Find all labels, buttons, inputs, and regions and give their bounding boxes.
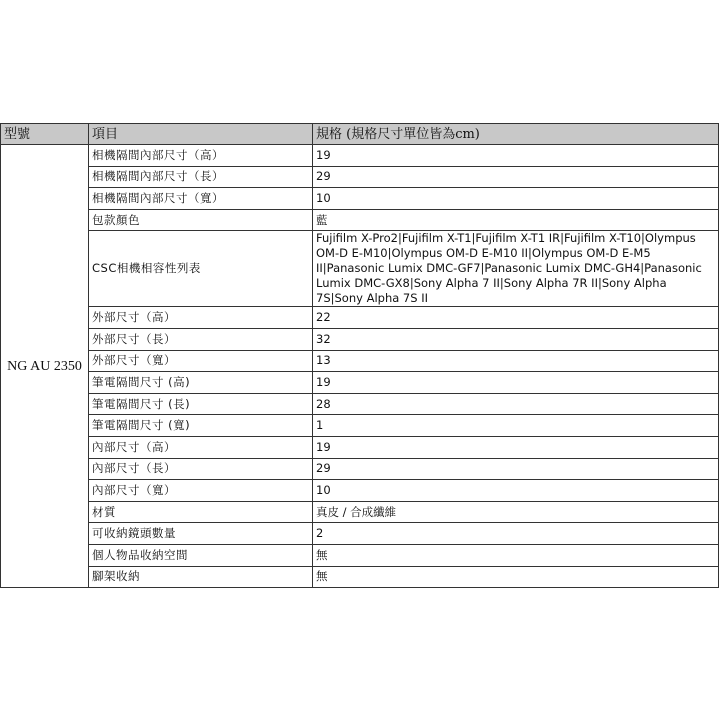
item-cell: 相機隔間內部尺寸（長） (89, 166, 313, 188)
item-cell: 筆電隔間尺寸 (長) (89, 393, 313, 415)
value-cell: 29 (313, 166, 719, 188)
item-cell: 包款顏色 (89, 209, 313, 231)
table-row (1, 415, 719, 437)
table-row (1, 209, 719, 231)
item-cell: 個人物品收納空間 (89, 544, 313, 566)
header-model: 型號 (1, 124, 89, 145)
table-row (1, 166, 719, 188)
item-cell: 相機隔間內部尺寸（高） (89, 145, 313, 167)
table-row (1, 145, 719, 167)
table-row (1, 523, 719, 545)
item-cell: 相機隔間內部尺寸（寬） (89, 188, 313, 210)
table-row (1, 566, 719, 588)
item-cell: 內部尺寸（高） (89, 436, 313, 458)
item-cell: 筆電隔間尺寸 (高) (89, 372, 313, 394)
item-cell: 腳架收納 (89, 566, 313, 588)
value-cell: 2 (313, 523, 719, 545)
value-cell: 無 (313, 544, 719, 566)
value-cell: 真皮 / 合成纖維 (313, 501, 719, 523)
item-cell: 筆電隔間尺寸 (寬) (89, 415, 313, 437)
table-row (1, 480, 719, 502)
table-row (1, 393, 719, 415)
table-row (1, 458, 719, 480)
value-cell: 19 (313, 372, 719, 394)
table-row (1, 328, 719, 350)
item-cell: 材質 (89, 501, 313, 523)
model-cell: NG AU 2350 (1, 145, 89, 588)
item-cell: CSC相機相容性列表 (89, 231, 313, 307)
value-cell: 28 (313, 393, 719, 415)
item-cell: 外部尺寸（長） (89, 328, 313, 350)
value-cell: 13 (313, 350, 719, 372)
value-cell: 1 (313, 415, 719, 437)
table-row (1, 436, 719, 458)
value-cell: 10 (313, 480, 719, 502)
value-cell: 32 (313, 328, 719, 350)
header-item: 項目 (89, 124, 313, 145)
value-cell: 19 (313, 145, 719, 167)
item-cell: 可收納鏡頭數量 (89, 523, 313, 545)
item-cell: 內部尺寸（長） (89, 458, 313, 480)
table-row (1, 501, 719, 523)
value-cell: 無 (313, 566, 719, 588)
header-spec: 規格 (規格尺寸單位皆為cm) (313, 124, 719, 145)
spec-table (0, 123, 719, 588)
header-row (1, 124, 719, 145)
table-row (1, 372, 719, 394)
value-cell: 藍 (313, 209, 719, 231)
compatibility-list-cell: Fujifilm X-Pro2|Fujifilm X-T1|Fujifilm X-T1 IR|Fujifilm X-T10|Olympus OM-D E-M10|Olympus OM-D E-M10 II|Olympus OM-D E-M5 II|Panasonic Lumix DMC-GF7|Panasonic Lumix DMC-GH4|Panasonic Lumix DMC-GX8|Sony Alpha 7 II|Sony Alpha 7R II|Sony Alpha 7S|Sony Alpha 7S II (313, 231, 719, 307)
value-cell: 10 (313, 188, 719, 210)
table-row (1, 231, 719, 307)
item-cell: 內部尺寸（寬） (89, 480, 313, 502)
table-row (1, 188, 719, 210)
value-cell: 19 (313, 436, 719, 458)
value-cell: 29 (313, 458, 719, 480)
table-row (1, 350, 719, 372)
table-row (1, 307, 719, 329)
value-cell: 22 (313, 307, 719, 329)
item-cell: 外部尺寸（寬） (89, 350, 313, 372)
item-cell: 外部尺寸（高） (89, 307, 313, 329)
table-row (1, 544, 719, 566)
